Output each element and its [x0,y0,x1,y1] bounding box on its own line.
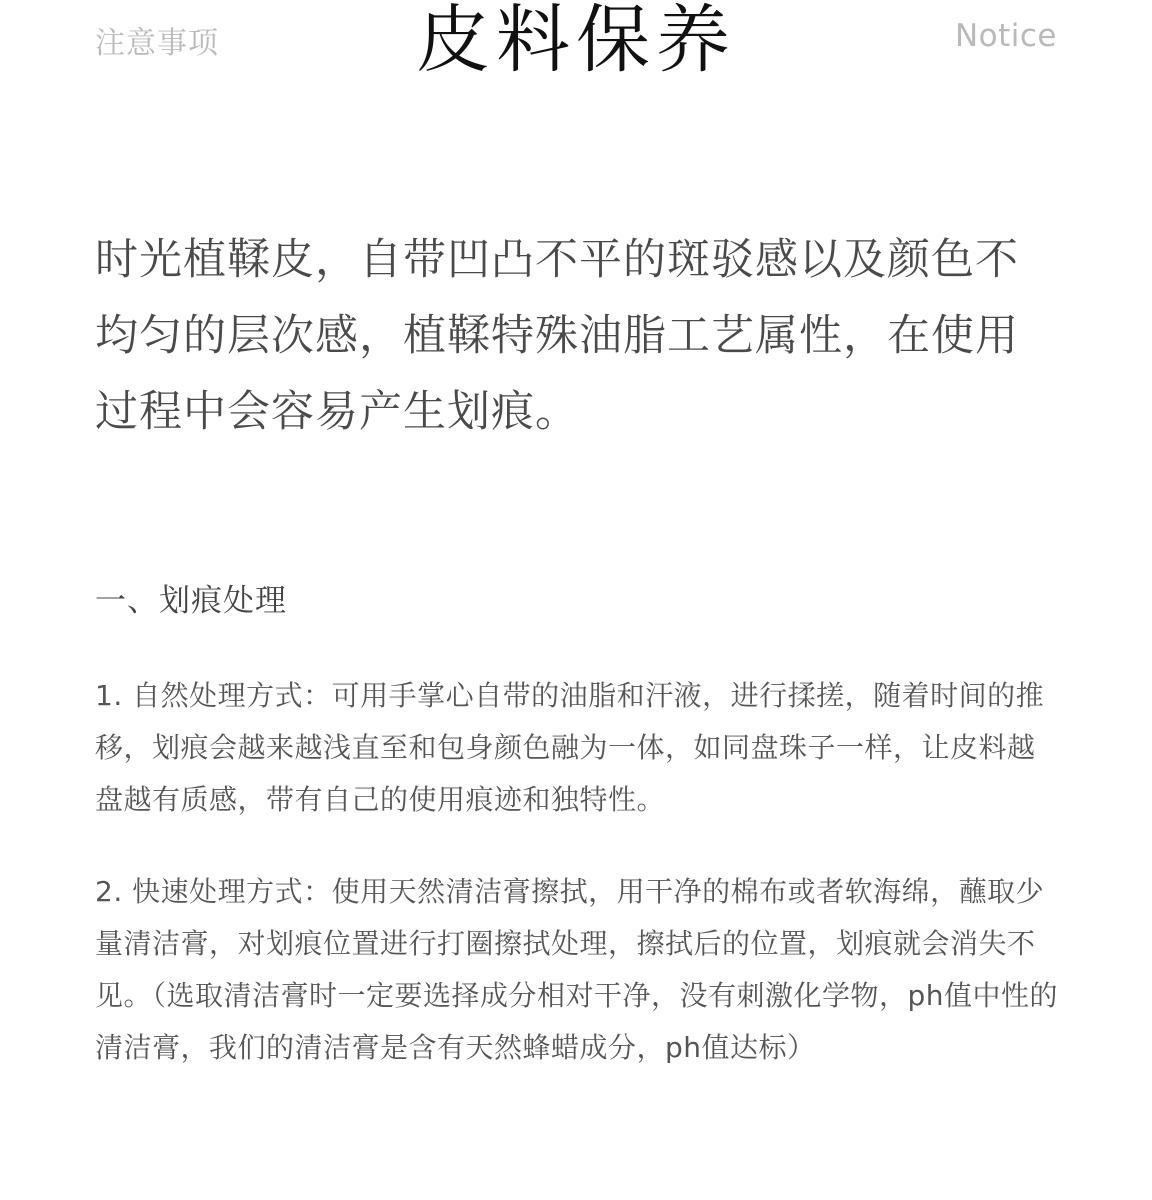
header-label-notice-cn: 注意事项 [95,26,219,61]
header-label-notice-en: Notice [954,18,1057,54]
section-heading: 一、划痕处理 [95,583,287,619]
method-natural-paragraph: 1. 自然处理方式：可用手掌心自带的油脂和汗液，进行揉搓，随着时间的推移，划痕会越来越浅直至和包身颜色融为一体，如同盘珠子一样，让皮料越盘越有质感，带有自己的使用痕迹和独特性。 [95,679,1045,816]
page-header [0,0,1152,100]
page-title: 皮料保养 [416,0,736,83]
intro-paragraph: 时光植鞣皮，自带凹凸不平的斑驳感以及颜色不均匀的层次感，植鞣特殊油脂工艺属性，在使用过程中会容易产生划痕。 [95,235,1019,437]
method-quick-paragraph: 2. 快速处理方式：使用天然清洁膏擦拭，用干净的棉布或者软海绵，蘸取少量清洁膏，对划痕位置进行打圈擦拭处理，擦拭后的位置，划痕就会消失不见。（选取清洁膏时一定要选择成分相对干净，没有刺激化学物，ph值中性的清洁膏，我们的清洁膏是含有天然蜂蜡成分，ph值达标） [95,875,1059,1064]
